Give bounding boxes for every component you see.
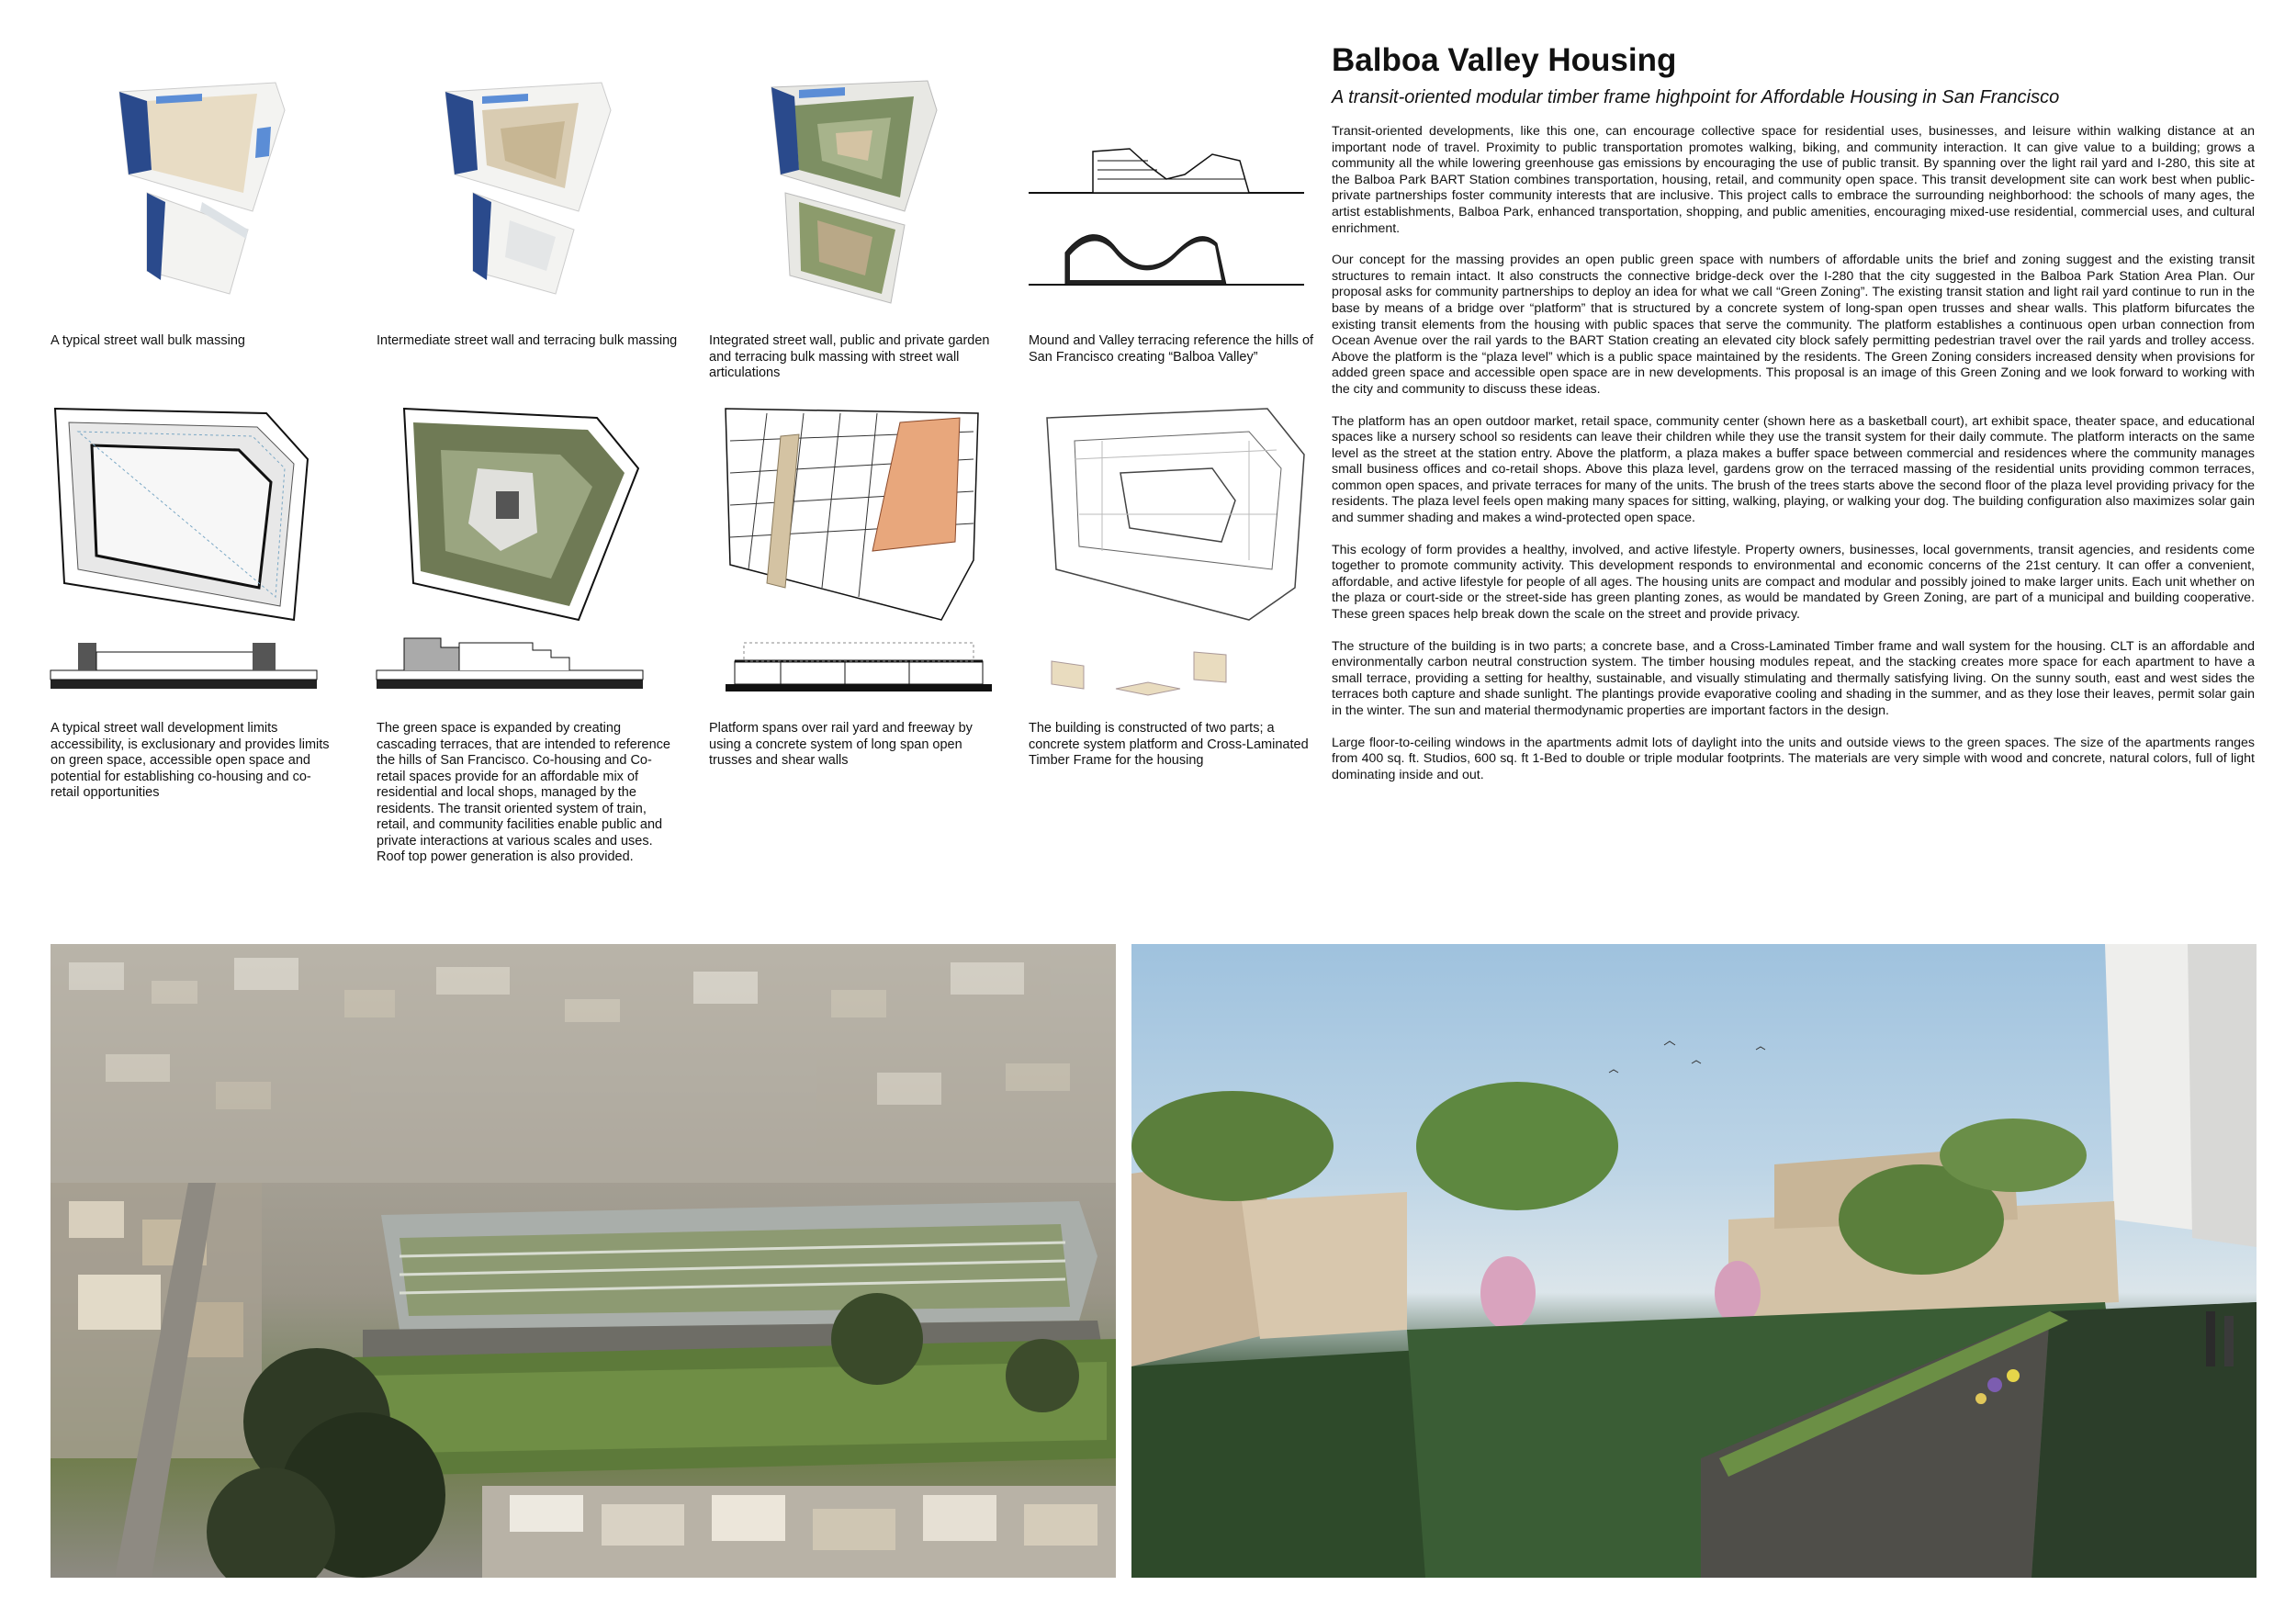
massing-diagram-2 [418, 73, 647, 312]
plan-typical [46, 404, 321, 624]
aerial-context-rendering [51, 944, 1116, 1578]
body-text [1332, 124, 2255, 799]
caption-platform-spans: Platform spans over rail yard and freeway by using a concrete system of long span open trusses and shear walls [709, 721, 973, 768]
caption-mound-valley: Mound and Valley terracing reference the hills of San Francisco creating “Balboa Valley” [1029, 333, 1314, 365]
structure-parts [1047, 647, 1231, 698]
body-paragraph: Our concept for the massing provides an open public green space with numbers of affordable units the brief and zoning suggest and the existing transit structures to remain intact. It also constructs the connective bridge-deck over the I-280 that the city suggested in the Balboa Park Station Area Plan. Our proposal asks for community partnerships to deploy an idea for what we call “Green Zoning”. The existing transit station and light rail yard continue to run in the base by means of a bridge over “platform” that is structured by a concrete system of long-span open trusses and shear walls. This platform bifurcates the existing transit elements from the housing with public spaces that serve the community. The platform establishes a continuous open urban connection from Ocean Avenue over the rail yards to the BART Station creating an elevated city block safely permitting pedestrian travel over the rail yards and trolley access. Above the platform is the “plaza level” which is a public space maintained by the residents. The Green Zoning considers increased density when provisions for added green space and accessible open space are in new developments. This proposal is an image of this Green Zoning and we look forward to working with the city and community to discuss these ideas. [1332, 253, 2255, 397]
body-paragraph: Large floor-to-ceiling windows in the apartments admit lots of daylight into the units and outside views to the green spaces. The size of the apartments ranges from 400 sq. ft. Studios, 600 sq. ft 1-Bed to double or triple modular footprints. The materials are very simple with wood and concrete, natural colors, full of light dominating inside and out. [1332, 735, 2255, 782]
caption-building-parts: The building is constructed of two parts; a concrete system platform and Cross-Laminated Timber Frame for the housing [1029, 721, 1309, 768]
caption-green-space: The green space is expanded by creating cascading terraces, that are intended to reference the hills of San Francisco. Co-housing and Co-retail spaces provide for an affordable mix of residential and local shops, managed by the residents. The transit oriented system of train, retail, and community facilities enable public and private interactions at various scales and uses. Roof top power generation is also provided. [377, 721, 670, 864]
plan-unit-layout [1038, 404, 1313, 624]
caption-typical-massing: A typical street wall bulk massing [51, 333, 245, 348]
massing-diagram-3 [744, 73, 974, 312]
plan-platform [712, 404, 987, 624]
section-platform-trusses [726, 634, 992, 703]
caption-intermediate-massing: Intermediate street wall and terracing bulk massing [377, 333, 678, 348]
section-terracing [377, 634, 643, 698]
section-mound-valley [1029, 138, 1304, 303]
section-typical [51, 634, 317, 698]
page-title: Balboa Valley Housing [1332, 42, 1677, 78]
plaza-level-rendering [1131, 944, 2257, 1578]
caption-integrated-massing: Integrated street wall, public and private garden and terracing bulk massing with street wall articulations [709, 333, 990, 380]
page-subtitle: A transit-oriented modular timber frame highpoint for Affordable Housing in San Francisco [1332, 87, 2060, 107]
massing-diagram-1 [92, 73, 321, 312]
body-paragraph: The structure of the building is in two parts; a concrete base, and a Cross-Laminated Timber frame and wall system for the housing. CLT is an affordable and environmentally carbon neutral construction system. The timber housing modules repeat, and the stacking creates more space for each apartment to have a small terrace, providing a setting for healthy, sustainable, and visually stimulating and thermally satisfying living. On the sunny south, east and west sides the terraces both capture and shade sunlight. The plantings provide evaporative cooling and shading in the summer, and as they lose their leaves, permit solar gain in the winter. The sun and material thermodynamic properties are important factors in the design. [1332, 638, 2255, 718]
body-paragraph: Transit-oriented developments, like this one, can encourage collective space for residential uses, businesses, and leisure within walking distance at an important node of travel. Proximity to public transportation promotes walking, biking, and community interaction. It can give value to a building; grows a community all the while lowering greenhouse gas emissions by encouraging the use of public transit. By spanning over the light rail yard and I-280, this site at the Balboa Park BART Station combines transportation, housing, retail, and community open space. This transit development site can work best when public-private partnerships foster community interests that are inclusive. This project calls to embrace the surrounding neighborhood: the schools of many ages, the artist establishments, Balboa Park, enhanced transportation, shopping, and public amenities, encouraging mixed-use residential, commercial uses, and cultural enrichment. [1332, 124, 2255, 236]
caption-typical-development: A typical street wall development limits accessibility, is exclusionary and provides limits on green space, accessible open space and potential for establishing co-housing and co-retail opportunities [51, 721, 330, 800]
body-paragraph: The platform has an open outdoor market, retail space, community center (shown here as a basketball court), art exhibit space, theater space, and educational spaces like a nursery school so residents can leave their children while they use the transit system for their daily commute. The platform interacts on the same level as the street at the station entry. Above the platform, a plaza makes a buffer space between commercial and residences where the community manages small business offices and co-retail shops. Above this plaza level, gardens grow on the terraced massing of the residential units providing common terraces, common open spaces, and private terraces for many of the units. The brush of the trees starts above the second floor of the plaza level providing privacy for the residents. The plaza level feels open making many spaces for sitting, walking, playing, or walking your dog. The building configuration also maximizes solar gain and summer shading and makes a wind-protected open space. [1332, 413, 2255, 526]
body-paragraph: This ecology of form provides a healthy, involved, and active lifestyle. Property owners, businesses, local governments, transit agencies, and residents come together to promote community activity. This development responds to environmental and economic concerns of the 21st century. It can offer a convenient, affordable, and active lifestyle for people of all ages. The housing units are compact and modular and possibly joined to make larger units. Each unit whether on the plaza or court-side or the street-side has green planting zones, as would be mandated by Green Zoning, are part of a municipal and building cooperative. These green spaces help break down the scale on the street and provide privacy. [1332, 542, 2255, 623]
plan-intermediate [377, 404, 652, 624]
